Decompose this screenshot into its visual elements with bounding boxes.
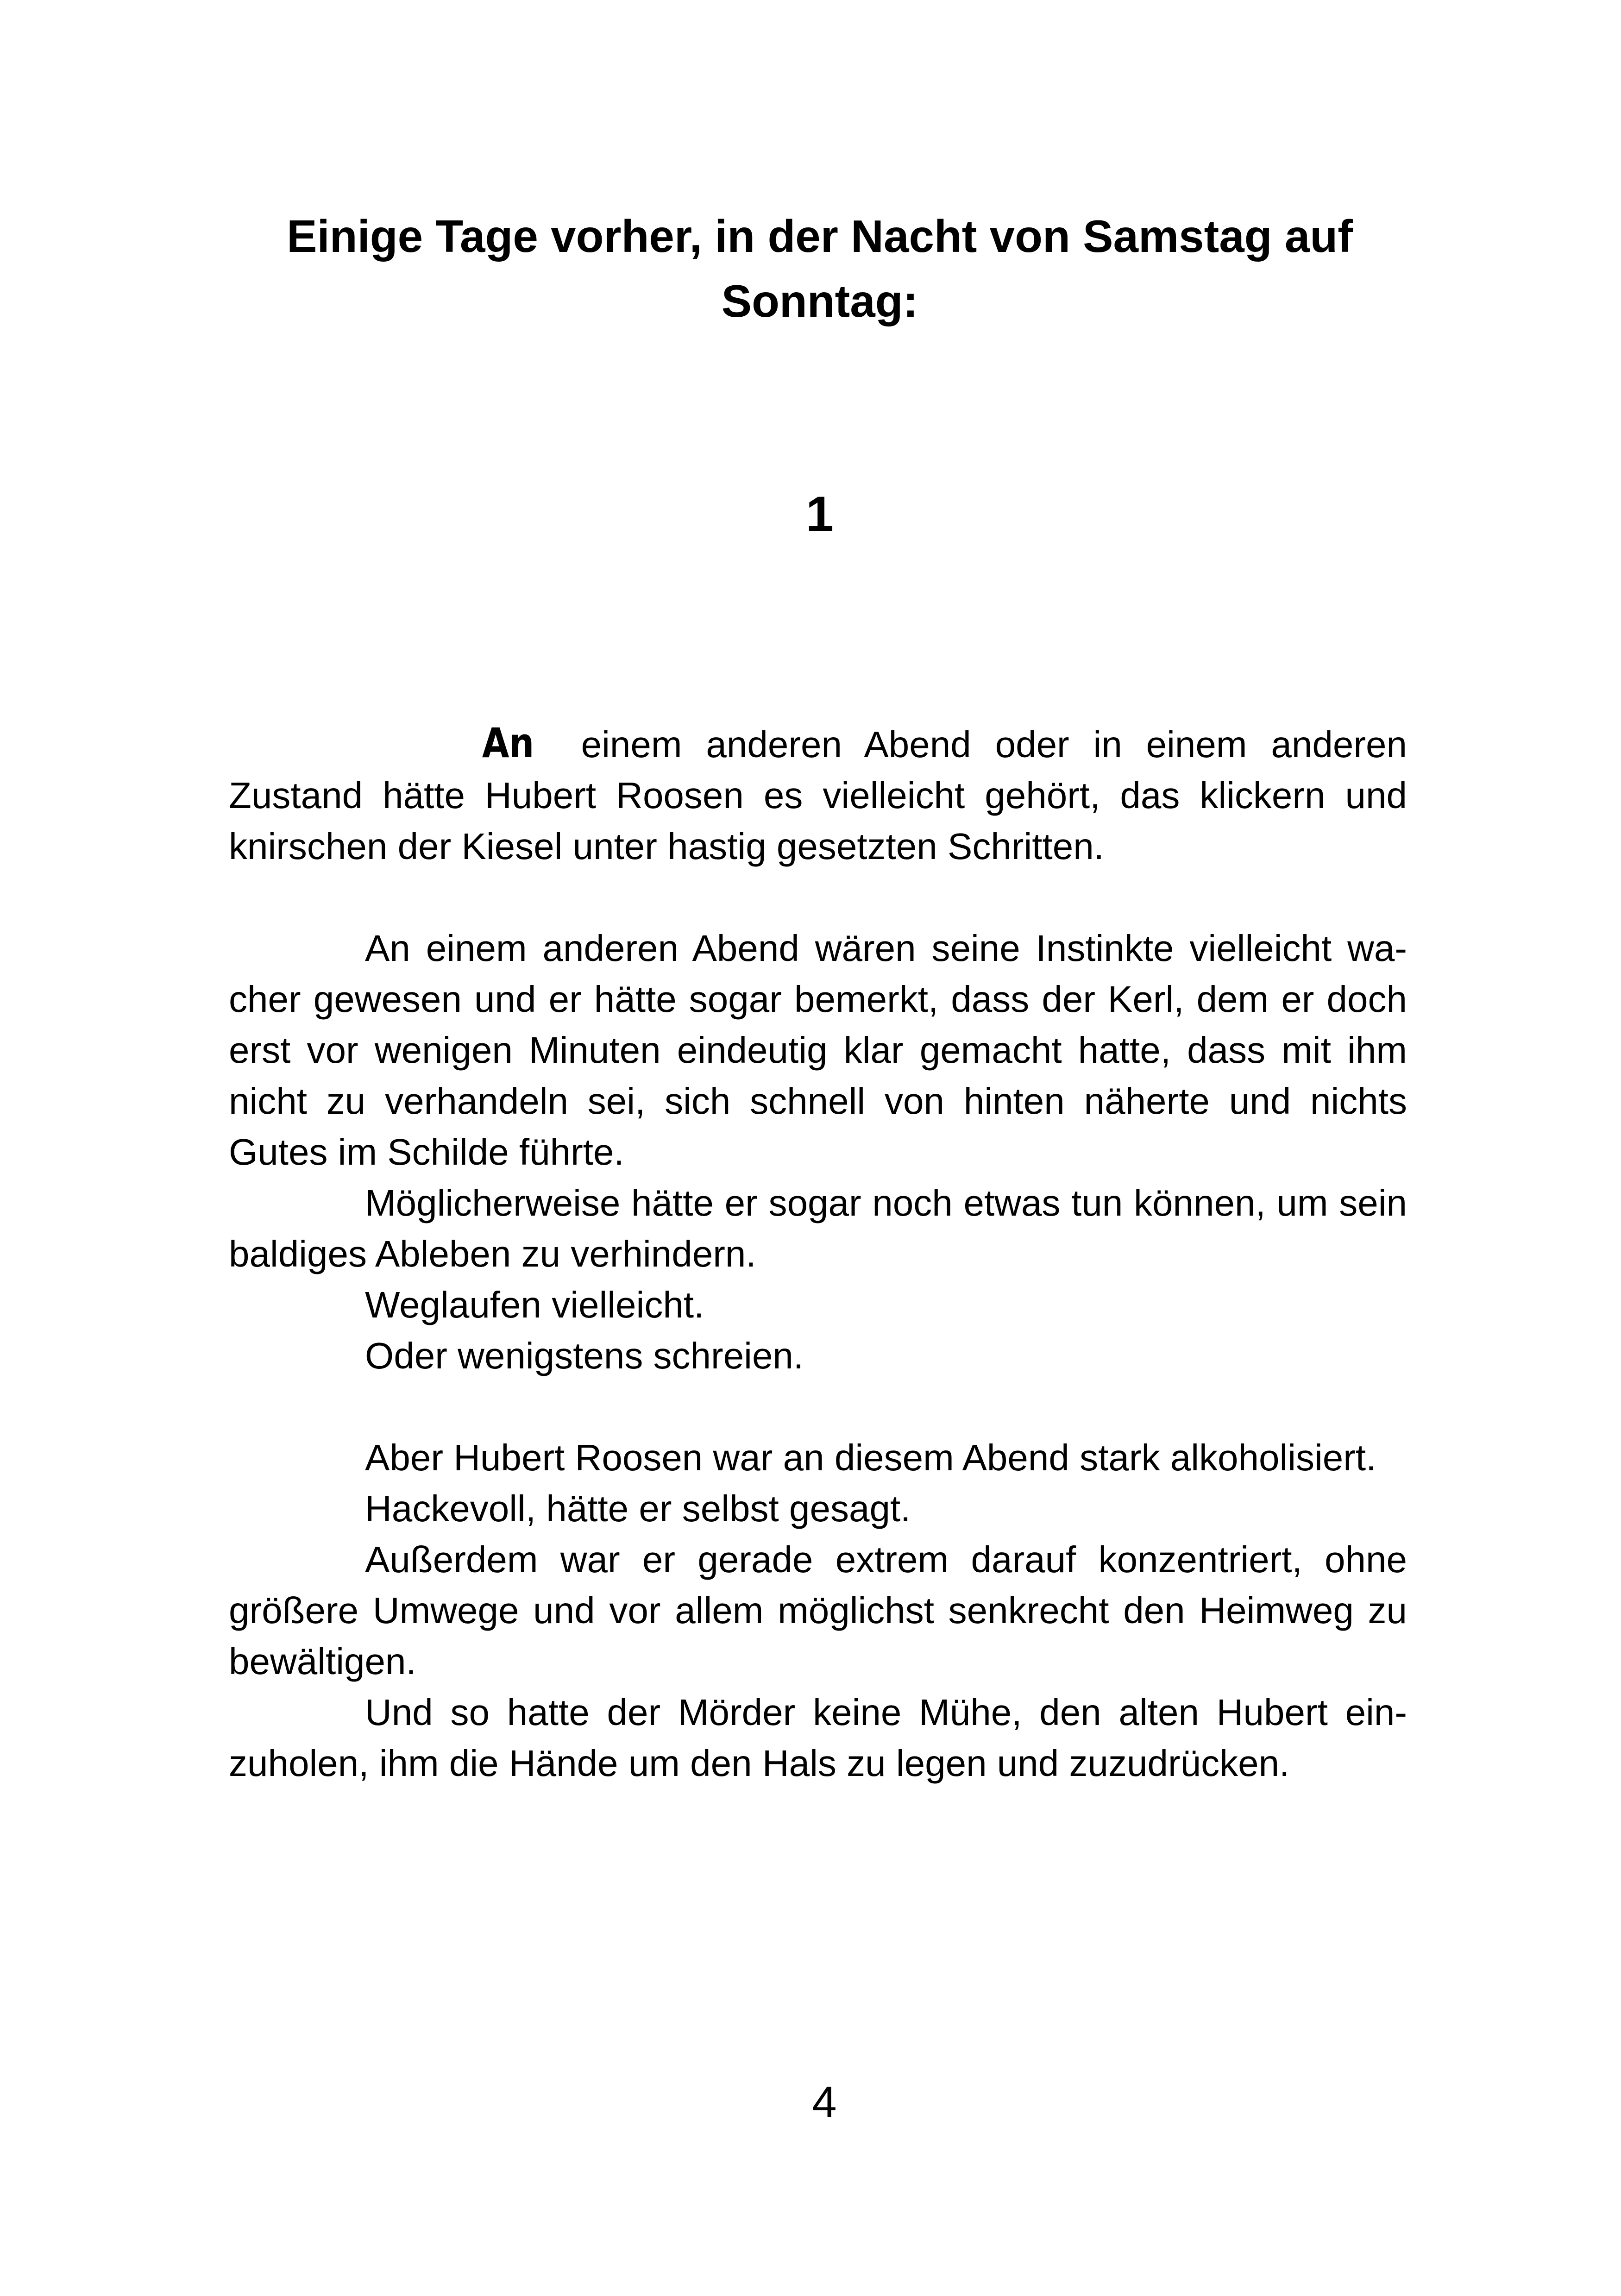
page-title-line-2: Sonntag: [721,276,918,326]
paragraph: Außerdem war er gerade extrem darauf konzentriert, ohne größere Umwege und vor allem möglichst senkrecht den Heimweg zu bewältigen. [229,1539,1407,1682]
opening-word: An [482,719,534,767]
paragraph [229,718,1407,872]
body-text [229,718,1407,1789]
page-number: 4 [812,2077,837,2127]
paragraph: Und so hatte der Mörder keine Mühe, den alten Hubert einzuholen, ihm die Hände um den Hals zu legen und zuzudrücken. [229,1692,1407,1784]
chapter-number: 1 [805,486,834,542]
page-title-line-1: Einige Tage vorher, in der Nacht von Samstag auf [287,211,1353,262]
paragraph: Oder wenigstens schreien. [365,1335,804,1376]
paragraph: Weglaufen vielleicht. [365,1284,704,1325]
paragraph-gap [229,872,1407,923]
paragraph: An einem anderen Abend wären seine Instinkte vielleicht wacher gewesen und er hätte sogar bemerkt, dass der Kerl, dem er doch erst vor wenigen Minuten eindeutig klar gemacht hatte, dass mit ihm nicht zu verhandeln sei, sich schnell von hinten näherte und nichts Gutes im Schilde führte. [229,928,1407,1173]
paragraph-gap [229,1381,1407,1432]
paragraph: Hackevoll, hätte er selbst gesagt. [365,1488,911,1529]
paragraph-text: einem anderen Abend oder in einem anderen Zustand hätte Hubert Roosen es vielleicht gehört, das klickern und knirschen der Kiesel unter hastig gesetzten Schritten. [229,724,1407,867]
paragraph: Möglicherweise hätte er sogar noch etwas tun können, um sein baldiges Ableben zu verhindern. [229,1182,1407,1274]
paragraph: Aber Hubert Roosen war an diesem Abend stark alkoholisiert. [365,1437,1376,1478]
page-title [259,204,1380,333]
